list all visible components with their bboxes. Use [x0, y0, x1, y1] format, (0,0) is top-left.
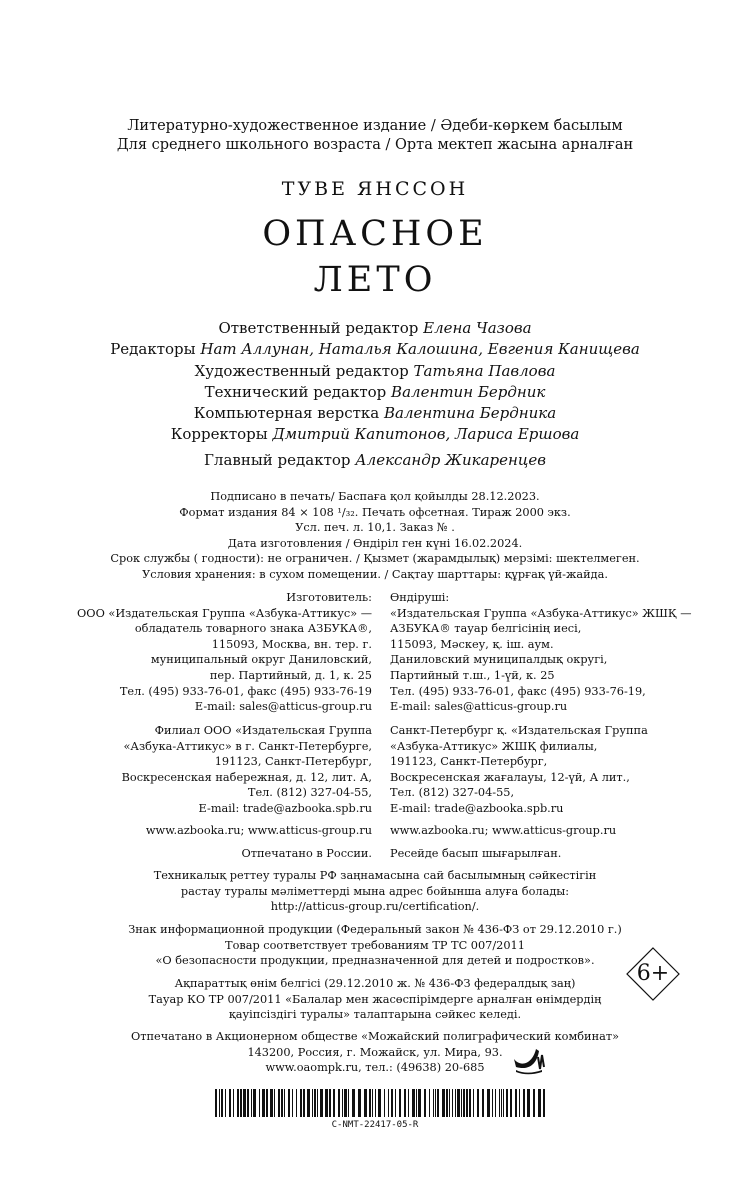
barcode-bar [503, 1089, 504, 1117]
printed-in-kz: Ресейде басып шығарылған. [390, 847, 562, 860]
imprint-info [0, 489, 750, 583]
credit-line [0, 361, 750, 382]
barcode [215, 1089, 545, 1117]
barcode-bar [495, 1089, 496, 1117]
credit-line [0, 450, 750, 471]
barcode-bar [501, 1089, 502, 1117]
barcode-bar [253, 1089, 256, 1117]
text-line: Тел. (495) 933-76-01, факс (495) 933-76-19, [390, 684, 646, 698]
imprint-line: Условия хранения: в сухом помещении. / Сақтау шарттары: құрғақ үй-жайда. [142, 567, 608, 581]
edition-genre: Литературно-художественное издание / Әдеби-көркем басылым [127, 118, 623, 134]
imprint-line: Формат издания 84 × 108 ¹/₃₂. Печать офсетная. Тираж 2000 экз. [179, 505, 571, 519]
credit-role: Главный редактор [204, 450, 351, 469]
barcode-bar [461, 1089, 462, 1117]
credit-role: Технический редактор [204, 382, 387, 401]
credit-line [0, 318, 750, 339]
text-line: растау туралы мәліметтерді мына адрес бойынша алуға болады: [180, 884, 570, 898]
edition-audience: Для среднего школьного возраста / Орта мектеп жасына арналған [116, 137, 634, 153]
barcode-bar [342, 1089, 343, 1117]
barcode-bar [446, 1089, 448, 1117]
text-line: Тел. (812) 327-04-55, [247, 786, 372, 800]
barcode-bar [499, 1089, 500, 1117]
barcode-bar [358, 1089, 361, 1117]
book-title-line-1: ОПАСНОЕ [262, 214, 488, 254]
barcode-bar [270, 1089, 273, 1117]
text-line: Тел. (495) 933-76-01, факс (495) 933-76-19 [119, 684, 372, 698]
age-rating: 6+ [636, 961, 670, 986]
barcode-bar [457, 1089, 460, 1117]
barcode-bar [487, 1089, 490, 1117]
barcode-bar [317, 1089, 318, 1117]
text-line: Воскресенская набережная, д. 12, лит. А, [121, 770, 372, 784]
manufacturer-kz [390, 590, 692, 715]
barcode-bar [215, 1089, 217, 1117]
barcode-bar [449, 1089, 450, 1117]
barcode-bar [281, 1089, 283, 1117]
text-line: E-mail: sales@atticus-group.ru [194, 700, 372, 714]
credit-role: Компьютерная верстка [193, 404, 380, 423]
barcode-bar [466, 1089, 468, 1117]
barcode-bar [364, 1089, 367, 1117]
barcode-bar [435, 1089, 436, 1117]
barcode-bar [395, 1089, 396, 1117]
certification-info [0, 868, 750, 915]
barcode-bar [229, 1089, 231, 1117]
text-line: Тауар КО ТР 007/2011 «Балалар мен жасөспірімдерге арналған өнімдердің [148, 992, 602, 1006]
text-line: пер. Партийный, д. 1, к. 25 [209, 668, 372, 682]
text-line: «Издательская Группа «Азбука-Аттикус» ЖШҚ — [390, 606, 692, 620]
text-line: E-mail: trade@azbooka.spb.ru [390, 801, 564, 815]
barcode-bar [314, 1089, 316, 1117]
credit-name: Татьяна Павлова [413, 361, 556, 380]
credit-line [0, 424, 750, 445]
barcode-bar [274, 1089, 275, 1117]
barcode-bar [262, 1089, 265, 1117]
barcode-bar [515, 1089, 517, 1117]
credits [0, 318, 750, 471]
text-line: 115093, Москва, вн. тер. г. [211, 637, 372, 651]
barcode-bar [388, 1089, 389, 1117]
barcode-bar [296, 1089, 297, 1117]
barcode-bar [303, 1089, 305, 1117]
text-line: 115093, Мәскеу, қ. іш. аум. [390, 637, 554, 651]
barcode-bar [543, 1089, 545, 1117]
text-line: Санкт-Петербург қ. «Издательская Группа [390, 724, 648, 737]
barcode-bar [442, 1089, 445, 1117]
barcode-bar [325, 1089, 328, 1117]
credit-line [0, 339, 750, 360]
barcode-bar [455, 1089, 456, 1117]
text-line: Товар соответствует требованиям ТР ТС 007/2011 [225, 938, 525, 952]
text-line: www.oaompk.ru, тел.: (49638) 20-685 [265, 1061, 485, 1075]
barcode-bar [527, 1089, 530, 1117]
barcode-bar [221, 1089, 223, 1117]
website-links-kz[interactable]: www.azbooka.ru; www.atticus-group.ru [390, 824, 617, 837]
imprint-line: Срок службы ( годности): не ограничен. / Қызмет (жарамдылық) мерзімі: шектелмеген. [110, 552, 640, 566]
barcode-bar [469, 1089, 471, 1117]
barcode-bar [278, 1089, 280, 1117]
barcode-bar [418, 1089, 421, 1117]
text-line: Ақпараттық өнім белгісі (29.12.2010 ж. № 436-ФЗ федералдық заң) [174, 977, 576, 990]
certification-link[interactable]: http://atticus-group.ru/certification/. [270, 900, 480, 914]
text-line: 143200, Россия, г. Можайск, ул. Мира, 93. [247, 1045, 503, 1059]
barcode-bar [506, 1089, 508, 1117]
credit-line [0, 382, 750, 403]
imprint-line: Дата изготовления / Өндіріл ген күні 16.02.2024. [227, 536, 523, 550]
imprint-line: Подписано в печать/ Баспаға қол қойылды 28.12.2023. [210, 490, 540, 503]
barcode-bar [369, 1089, 371, 1117]
text-line: 191123, Санкт-Петербург, [390, 755, 548, 769]
text-line: Тел. (812) 327-04-55, [390, 786, 515, 800]
barcode-bar [473, 1089, 474, 1117]
barcode-bar [284, 1089, 285, 1117]
text-line: Филиал ООО «Издательская Группа [154, 724, 372, 737]
text-line: «Азбука-Аттикус» в г. Санкт-Петербурге, [123, 739, 372, 753]
age-rating-badge [626, 947, 680, 1001]
credit-line [0, 403, 750, 424]
credit-name: Дмитрий Капитонов, Лариса Ершова [272, 425, 580, 444]
barcode-bar [266, 1089, 268, 1117]
barcode-bar [452, 1089, 453, 1117]
barcode-bar [300, 1089, 302, 1117]
barcode-bar [288, 1089, 290, 1117]
credit-role: Корректоры [170, 425, 268, 444]
barcode-bar [259, 1089, 260, 1117]
credit-name: Александр Жикаренцев [355, 450, 546, 469]
barcode-bar [247, 1089, 249, 1117]
barcode-bar [292, 1089, 293, 1117]
website-links-ru[interactable]: www.azbooka.ru; www.atticus-group.ru [145, 824, 372, 837]
text-line: Техникалық реттеу туралы РФ заңнамасына сай басылымның сәйкестігін [153, 869, 597, 882]
text-line: Отпечатано в Акционерном обществе «Можайский полиграфический комбинат» [130, 1030, 620, 1043]
barcode-bar [372, 1089, 373, 1117]
manufacturer-ru [77, 590, 372, 715]
barcode-bar [391, 1089, 393, 1117]
barcode-bar [482, 1089, 484, 1117]
barcode-bar [233, 1089, 234, 1117]
text-line: E-mail: sales@atticus-group.ru [390, 700, 568, 714]
barcode-bar [408, 1089, 409, 1117]
barcode-bar [338, 1089, 340, 1117]
barcode-bar [329, 1089, 331, 1117]
text-line: Даниловский муниципалдық округі, [390, 653, 608, 667]
barcode-bar [384, 1089, 385, 1117]
text-line: Изготовитель: [286, 591, 372, 604]
barcode-bar [399, 1089, 401, 1117]
barcode-bar [523, 1089, 525, 1117]
credit-role: Редакторы [110, 340, 196, 359]
barcode-bar [320, 1089, 323, 1117]
credit-name: Валентин Бердник [391, 382, 546, 401]
barcode-bar [404, 1089, 406, 1117]
credit-name: Нат Аллунан, Наталья Калошина, Евгения Канищева [200, 340, 640, 359]
barcode-bar [333, 1089, 335, 1117]
text-line: АЗБУКА® тауар белгісінің иесі, [390, 622, 582, 636]
printer-info [0, 1029, 750, 1076]
barcode-bar [463, 1089, 465, 1117]
barcode-text: C-NMT-22417-05-R [331, 1120, 419, 1130]
barcode-bar [312, 1089, 313, 1117]
book-title [0, 211, 750, 303]
barcode-bar [225, 1089, 226, 1117]
text-line: «Азбука-Аттикус» ЖШҚ филиалы, [390, 739, 598, 753]
barcode-bar [412, 1089, 415, 1117]
text-line: муниципальный округ Даниловский, [150, 653, 372, 667]
barcode-bar [437, 1089, 439, 1117]
barcode-bar [416, 1089, 417, 1117]
barcode-bar [433, 1089, 434, 1117]
credit-role: Художественный редактор [194, 361, 409, 380]
text-line: қауіпсіздігі туралы» талаптарына сәйкес келеді. [228, 1008, 522, 1022]
text-line: Өндіруші: [390, 591, 450, 604]
text-line: 191123, Санкт-Петербург, [214, 755, 372, 769]
barcode-bar [378, 1089, 381, 1117]
credit-name: Елена Чазова [423, 319, 532, 337]
barcode-bar [477, 1089, 479, 1117]
branch-kz [390, 723, 648, 817]
barcode-bar [348, 1089, 349, 1117]
barcode-bar [375, 1089, 376, 1117]
barcode-bar [510, 1089, 512, 1117]
book-author: ТУВЕ ЯНССОН [281, 178, 469, 200]
book-title-line-2: ЛЕТО [313, 260, 437, 300]
barcode-bar [538, 1089, 541, 1117]
barcode-bar [219, 1089, 220, 1117]
text-line: ООО «Издательская Группа «Азбука-Аттикус» — [77, 606, 372, 620]
printed-in-ru: Отпечатано в России. [241, 847, 372, 860]
barcode-bar [243, 1089, 246, 1117]
barcode-bar [533, 1089, 535, 1117]
barcode-bar [492, 1089, 493, 1117]
barcode-bar [352, 1089, 355, 1117]
text-line: E-mail: trade@azbooka.spb.ru [198, 801, 372, 815]
barcode-bar [240, 1089, 242, 1117]
credit-name: Валентина Бердника [384, 404, 557, 423]
credit-role: Ответственный редактор [218, 319, 419, 337]
text-line: «О безопасности продукции, предназначенной для детей и подростков». [155, 954, 595, 968]
text-line: Партийный т.ш., 1-үй, к. 25 [390, 668, 555, 682]
barcode-bar [429, 1089, 430, 1117]
printer-logo-icon [512, 1045, 546, 1075]
imprint-line: Усл. печ. л. 10,1. Заказ № . [295, 521, 455, 535]
edition-type [0, 117, 750, 155]
text-line: Воскресенская жағалауы, 12-үй, А лит., [390, 770, 630, 784]
text-line: обладатель товарного знака АЗБУКА®, [134, 622, 372, 636]
branch-ru [122, 723, 372, 817]
barcode-bar [424, 1089, 426, 1117]
barcode-bar [519, 1089, 520, 1117]
barcode-bar [237, 1089, 239, 1117]
barcode-bar [307, 1089, 310, 1117]
barcode-bar [344, 1089, 347, 1117]
barcode-bar [251, 1089, 252, 1117]
text-line: Знак информационной продукции (Федеральный закон № 436-ФЗ от 29.12.2010 г.) [128, 923, 622, 936]
